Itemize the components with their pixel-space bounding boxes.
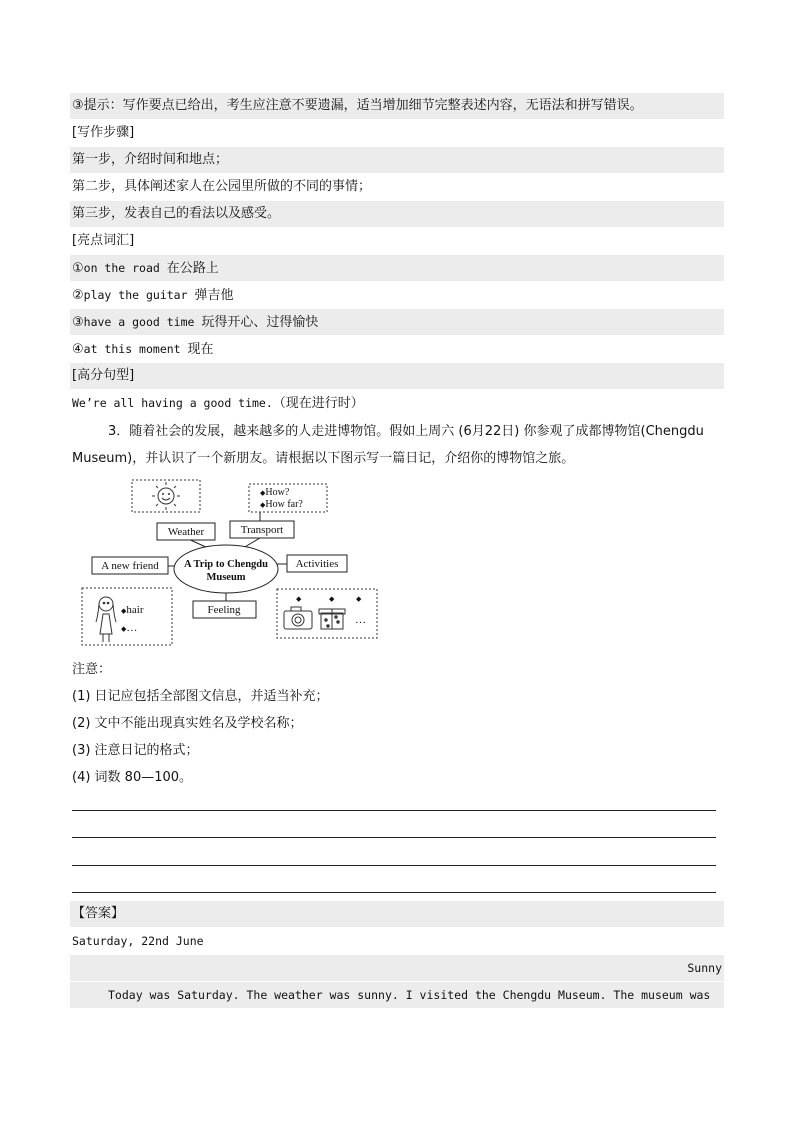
vocab-header: [亮点词汇] [72, 233, 135, 248]
answer-label: 【答案】 [70, 901, 724, 927]
question-text: 3．随着社会的发展，越来越多的人走进博物馆。假如上周六 (6月22日) 你参观了成都博物馆(Chengdu Museum)，并认识了一个新朋友。请根据以下图示写一篇日记，介绍你的博物馆之旅。 [72, 424, 704, 466]
vocab-num: ③ [72, 315, 84, 330]
transport-label: Transport [240, 524, 284, 536]
vocab-item [70, 255, 724, 281]
vocab-en: at this moment [83, 342, 181, 356]
vocab-item [70, 336, 724, 362]
sentence-pattern [70, 390, 724, 416]
diary-date: Saturday, 22nd June [72, 934, 204, 948]
diary-body: Today was Saturday. The weather was sunny. I visited the Chengdu Museum. The museum was [70, 982, 724, 1008]
camera-icon [284, 607, 312, 629]
notes-title: 注意： [72, 662, 112, 677]
transport-question-how: ◆How? [260, 487, 290, 498]
vocab-num: ② [72, 288, 84, 303]
note-item: (2) 文中不能出现真实姓名及学校名称； [72, 716, 303, 731]
activity-marker-icon: ◆ [356, 595, 362, 603]
vocab-en: play the guitar [83, 288, 188, 302]
vocab-cn: 在公路上 [166, 261, 219, 276]
answer-line[interactable] [72, 837, 716, 838]
step-3: 第三步，发表自己的看法以及感受。 [70, 201, 724, 227]
note-item: (4) 词数 80—100。 [72, 770, 193, 785]
vocab-en: on the road [83, 261, 160, 275]
sentence-en: We’re all having a good time. [72, 396, 273, 410]
sentence-header: [高分句型] [70, 363, 724, 389]
vocab-cn: 现在 [187, 342, 214, 357]
sun-icon [152, 482, 180, 510]
center-topic-line2: Museum [206, 572, 246, 583]
sentence-note: （现在进行时） [272, 396, 364, 411]
friend-detail-hair: ◆hair [121, 604, 144, 616]
answer-line[interactable] [72, 892, 716, 893]
new-friend-label: A new friend [101, 560, 159, 572]
friend-detail-more: ◆… [121, 622, 138, 634]
writing-tip: ③提示：写作要点已给出，考生应注意不要遗漏，适当增加细节完整表述内容，无语法和拼写错误。 [70, 93, 724, 119]
vocab-en: have a good time [83, 315, 195, 329]
vocab-num: ① [72, 261, 84, 276]
activities-more: … [355, 614, 366, 626]
vocab-item [70, 309, 724, 335]
answer-line[interactable] [72, 865, 716, 866]
note-item: (1) 日记应包括全部图文信息，并适当补充； [72, 689, 329, 704]
vocab-cn: 玩得开心、过得愉快 [201, 315, 319, 330]
activity-marker-icon: ◆ [296, 595, 302, 603]
friend-picture-box [82, 588, 172, 645]
activity-marker-icon: ◆ [329, 595, 335, 603]
weather-label: Weather [167, 526, 205, 538]
step-1: 第一步，介绍时间和地点； [70, 147, 724, 173]
diary-weather: Sunny [70, 955, 724, 981]
girl-icon [96, 597, 116, 642]
answer-line[interactable] [72, 810, 716, 811]
center-topic-line1: A Trip to Chengdu [184, 559, 268, 570]
activities-label: Activities [295, 558, 339, 570]
feeling-label: Feeling [207, 604, 241, 616]
vocab-cn: 弹吉他 [194, 288, 234, 303]
vocab-num: ④ [72, 342, 84, 357]
transport-question-far: ◆How far? [260, 499, 303, 510]
vocab-item [70, 282, 724, 308]
note-item: (3) 注意日记的格式； [72, 743, 199, 758]
steps-header: [写作步骤] [72, 125, 135, 140]
step-2: 第二步，具体阐述家人在公园里所做的不同的事情； [72, 179, 372, 194]
gift-box-icon [319, 609, 345, 629]
mind-map-diagram [78, 476, 382, 648]
